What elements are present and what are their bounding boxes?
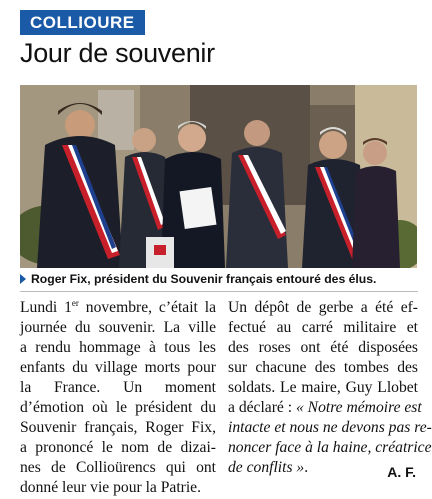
article-text: Lundi 1 [20,299,72,316]
article-line: donné leur vie pour la Patrie. [20,479,202,496]
article-text: a déclaré : [228,399,296,416]
article-line: soldats. Le maire, Guy Llobet [228,379,418,396]
quote-text: « Notre mémoire est [295,399,422,416]
article-line [228,398,422,418]
superscript: er [71,298,79,308]
article-column-right [228,298,432,478]
author-signature: A. F. [387,464,416,480]
article-line: fectué au carré militaire et [228,319,418,336]
article-line: nes de Collioürencs qui ont [20,459,216,476]
article-line: des roses ont été disposées [228,339,418,356]
caption-triangle-icon [20,274,26,284]
caption-text: Roger Fix, président du Souvenir français entouré des élus. [31,272,377,286]
section-rubric: COLLIOURE [20,10,145,35]
article-headline: Jour de souvenir [20,38,215,68]
article-line: a prononcé le nom de dizai- [20,439,216,456]
article-text: . [304,459,309,476]
article-line [20,298,216,318]
article-line: Un dépôt de gerbe a été ef- [228,299,418,316]
quote-text: de conflits » [228,459,305,476]
caption-divider [20,291,418,292]
quote-line: noncer face à la haine, créatrice [228,439,432,456]
article-line: Souvenir français, Roger Fix, [20,419,216,436]
article-column-left [20,298,216,498]
article-line: sur chacune des tombes des [228,359,418,376]
article-line: d’émotion où le président du [20,399,216,416]
article-line: la France. Un moment [20,379,216,396]
article-photo [20,85,417,268]
article-line: enfants du village morts pour [20,359,216,376]
article-text: novembre, c’était la [78,299,216,316]
quote-line: intacte et nous ne devons pas re- [228,419,432,436]
article-line: a rendu hommage à tous les [20,339,216,356]
photo-caption [20,272,418,286]
article-line: journée du souvenir. La ville [20,319,216,336]
